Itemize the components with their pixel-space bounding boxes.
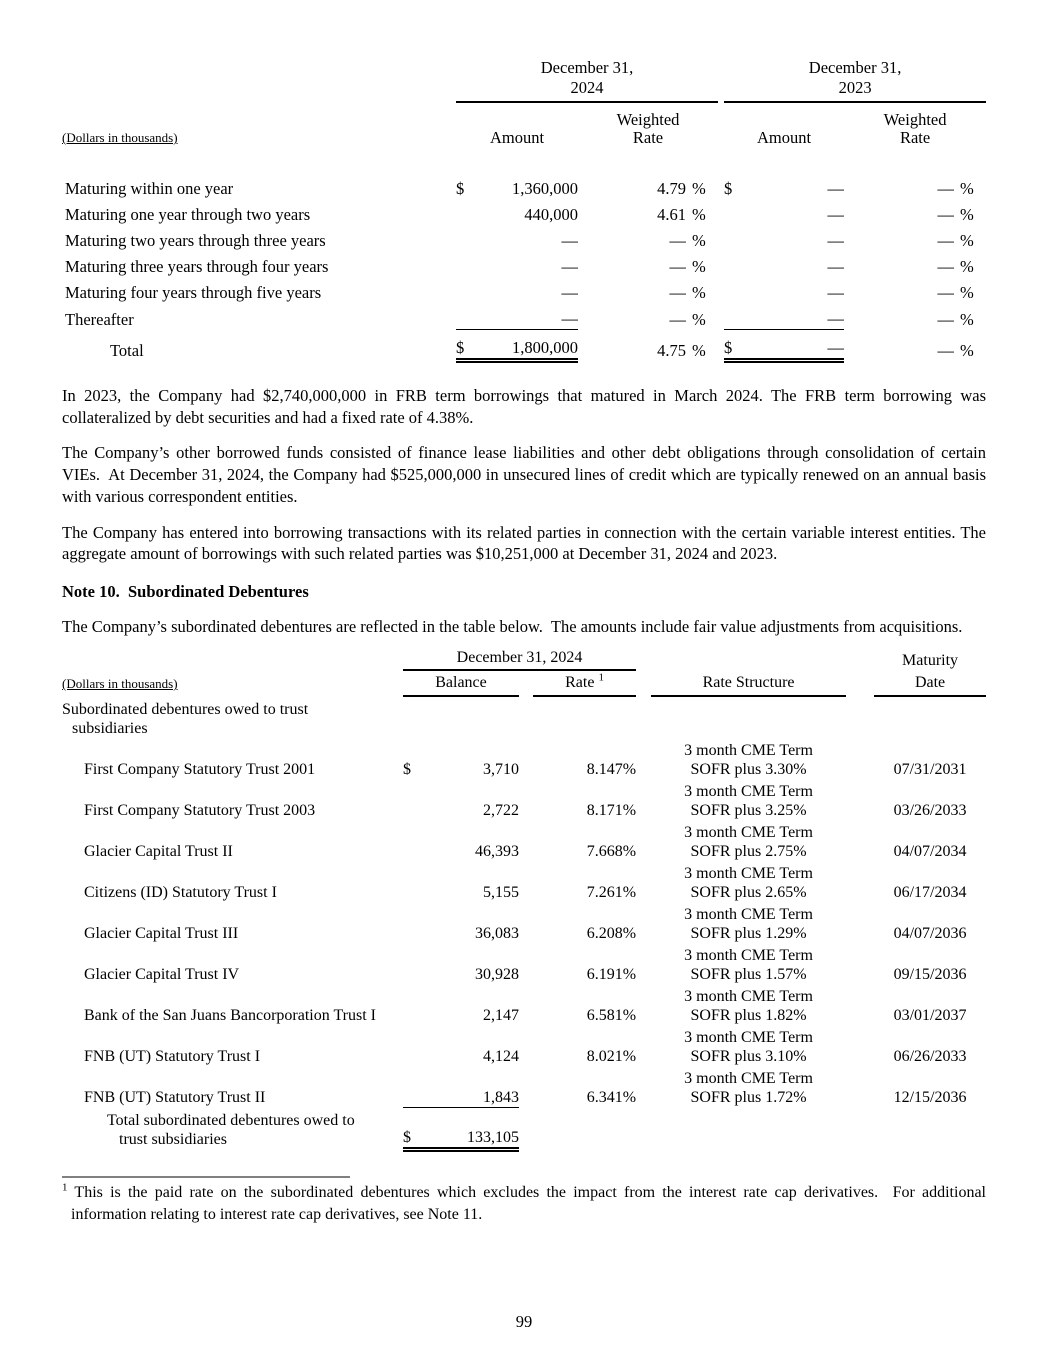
rate-2024: 4.61	[657, 205, 686, 224]
table-row	[62, 903, 986, 944]
table-row	[62, 1067, 986, 1108]
rate-value: 7.668%	[586, 843, 637, 861]
amount-2024: —	[476, 303, 578, 330]
balance-value: 46,393	[475, 843, 519, 861]
table-row-total: Total $ 1,800,000 4.75 % $ — — %	[62, 330, 986, 361]
table-row	[62, 985, 986, 1026]
balance-value: 3,710	[483, 761, 519, 779]
amount-2024: 440,000	[524, 205, 578, 224]
paragraph-subordinated-debentures-intro: The Company’s subordinated debentures are reflected in the table below. The amounts include fair value adjustments from acquisitions.	[62, 616, 963, 636]
page-content	[62, 0, 986, 1225]
trust-name: Glacier Capital Trust IV	[84, 966, 240, 984]
rate-structure: 3 month CME Term SOFR plus 3.10%	[684, 1028, 813, 1066]
maturity-header-line1: Maturity	[902, 651, 959, 669]
total-label: Total subordinated debentures owed to trust subsidiaries	[107, 1111, 355, 1149]
rate-2024: —	[669, 231, 686, 250]
total-dollar-sign-2023: $	[724, 330, 744, 361]
trust-name: FNB (UT) Statutory Trust II	[84, 1089, 266, 1107]
amount-header-2023: Amount	[757, 128, 812, 147]
weighted-rate-header-2024: Weighted Rate	[616, 110, 680, 147]
total-rate-2024: 4.75	[657, 340, 686, 360]
table-row: Maturing two years through three years — — % — — %	[62, 225, 986, 251]
rate-value: 6.581%	[586, 1007, 637, 1025]
rate-value: 8.171%	[586, 802, 637, 820]
balance-value: 1,843	[424, 1067, 519, 1108]
amount-2023: —	[827, 257, 845, 276]
dollars-in-thousands-note: (Dollars in thousands)	[62, 676, 178, 692]
row-label: Maturing within one year	[65, 179, 234, 198]
amount-2024: 1,360,000	[512, 179, 578, 198]
total-amount-2023: —	[744, 330, 844, 361]
table-row: Maturing one year through two years 440,000 4.61 % — — %	[62, 199, 986, 225]
trust-name: Citizens (ID) Statutory Trust I	[84, 884, 277, 902]
rate-2023: —	[937, 309, 955, 329]
maturity-date: 12/15/2036	[893, 1089, 967, 1107]
footnote-reference: 1	[598, 671, 604, 684]
table-row	[62, 862, 986, 903]
amount-2023: —	[744, 303, 844, 330]
rate-2024: —	[669, 283, 686, 302]
rate-2023: —	[937, 231, 955, 250]
balance-value: 4,124	[483, 1048, 519, 1066]
maturity-date: 03/01/2037	[893, 1007, 967, 1025]
trust-name: Bank of the San Juans Bancorporation Trust I	[84, 1007, 376, 1025]
table-row: Maturing four years through five years — — % — — %	[62, 277, 986, 303]
rate-value: 6.191%	[586, 966, 637, 984]
row-label: Maturing four years through five years	[65, 283, 322, 302]
dollars-in-thousands-note: (Dollars in thousands)	[62, 130, 178, 145]
rate-2023: —	[937, 283, 955, 302]
rate-structure: 3 month CME Term SOFR plus 1.82%	[684, 987, 813, 1025]
rate-2024: —	[669, 257, 686, 276]
paragraph-related-parties: The Company has entered into borrowing transactions with its related parties in connection with the certain variable interest entities. The aggregate amount of borrowings with such related parties was $10,251,000 at December 31, 2024 and 2023.	[62, 522, 986, 564]
maturity-date: 06/17/2034	[893, 884, 967, 902]
subordinated-debentures-table	[62, 648, 986, 1153]
trust-name: First Company Statutory Trust 2001	[84, 761, 316, 779]
column-header-row	[62, 102, 986, 149]
rate-structure: 3 month CME Term SOFR plus 3.25%	[684, 782, 813, 820]
rate-2024: —	[669, 309, 686, 329]
total-label: Total	[110, 340, 144, 360]
rate-value: 6.341%	[586, 1089, 637, 1107]
period-header-2024: December 31, 2024	[403, 648, 636, 671]
page-number: 99	[515, 1312, 533, 1331]
column-header-row	[62, 670, 986, 696]
table-row-total	[62, 1108, 986, 1150]
row-label: Maturing one year through two years	[65, 205, 311, 224]
total-rate-2023: —	[937, 340, 955, 360]
rate-2023: —	[937, 205, 955, 224]
percent-sign-2023: %	[960, 179, 974, 198]
period-2023-line1: December 31,	[808, 58, 902, 77]
dollar-sign-2024: $	[456, 179, 465, 198]
maturity-date: 04/07/2034	[893, 843, 967, 861]
rate-structure: 3 month CME Term SOFR plus 1.29%	[684, 905, 813, 943]
table-row: Maturing three years through four years — — % — — %	[62, 251, 986, 277]
period-2023-line2: 2023	[838, 78, 872, 97]
balance-value: 2,722	[483, 802, 519, 820]
paragraph-other-borrowed-funds: The Company’s other borrowed funds consisted of finance lease liabilities and other debt obligations through consolidation of certain VIEs. At December 31, 2024, the Company had $525,000,000 in unsecured lines of credit which are typically renewed on an annual basis with various correspondent entities.	[62, 443, 986, 506]
rate-structure: 3 month CME Term SOFR plus 3.30%	[684, 741, 813, 779]
rate-2023: —	[937, 257, 955, 276]
weighted-rate-header-2023: Weighted Rate	[883, 110, 947, 147]
rate-value: 8.147%	[586, 761, 637, 779]
table-row	[62, 780, 986, 821]
maturity-date: 04/07/2036	[893, 925, 967, 943]
footnote-divider	[62, 1176, 350, 1178]
trust-name: FNB (UT) Statutory Trust I	[84, 1048, 261, 1066]
period-2024-line2: 2024	[570, 78, 604, 97]
rate-structure: 3 month CME Term SOFR plus 1.57%	[684, 946, 813, 984]
rate-value: 6.208%	[586, 925, 637, 943]
maturity-date: 06/26/2033	[893, 1048, 967, 1066]
amount-2023: —	[827, 283, 845, 302]
table-row	[62, 739, 986, 780]
period-header-row	[62, 58, 986, 102]
rate-value: 8.021%	[586, 1048, 637, 1066]
balance-value: 5,155	[483, 884, 519, 902]
table-row	[62, 944, 986, 985]
trust-name: Glacier Capital Trust II	[84, 843, 233, 861]
trust-name: First Company Statutory Trust 2003	[84, 802, 316, 820]
maturity-date: 09/15/2036	[893, 966, 967, 984]
row-label: Thereafter	[65, 309, 134, 329]
balance-header: Balance	[403, 670, 519, 696]
rate-structure: 3 month CME Term SOFR plus 2.75%	[684, 823, 813, 861]
paragraph-frb-borrowings: In 2023, the Company had $2,740,000,000 in FRB term borrowings that matured in March 2024. The FRB term borrowing was collateralized by debt securities and had a fixed rate of 4.38%.	[62, 386, 986, 427]
rate-structure: 3 month CME Term SOFR plus 1.72%	[684, 1069, 813, 1107]
amount-2023: —	[827, 231, 845, 250]
footnote-number: 1	[62, 1181, 68, 1194]
rate-2024: 4.79	[657, 179, 686, 198]
balance-value: 36,083	[475, 925, 519, 943]
group-header-row	[62, 696, 986, 739]
note-10-heading: Note 10. Subordinated Debentures	[62, 581, 309, 601]
amount-2024: —	[561, 283, 578, 302]
maturity-date: 03/26/2033	[893, 802, 967, 820]
amount-2023: —	[827, 205, 845, 224]
table-row	[62, 1026, 986, 1067]
maturity-header-line2: Date	[874, 670, 986, 696]
rate-value: 7.261%	[586, 884, 637, 902]
amount-2023: —	[827, 179, 845, 198]
dollar-sign-2023: $	[724, 179, 733, 198]
balance-value: 2,147	[483, 1007, 519, 1025]
period-2024-line1: December 31,	[540, 58, 634, 77]
total-dollar-sign-2024: $	[456, 330, 476, 361]
period-header-2024	[456, 58, 718, 102]
percent-sign-2024: %	[692, 179, 706, 198]
trust-name: Glacier Capital Trust III	[84, 925, 239, 943]
period-header-2023	[724, 58, 986, 102]
table-row	[62, 821, 986, 862]
amount-2024: —	[561, 231, 578, 250]
rate-structure: 3 month CME Term SOFR plus 2.65%	[684, 864, 813, 902]
row-label: Maturing two years through three years	[65, 231, 326, 250]
amount-header-2024: Amount	[489, 128, 545, 147]
total-amount-2024: 1,800,000	[476, 330, 578, 361]
maturity-date: 07/31/2031	[893, 761, 967, 779]
rate-2023: —	[937, 179, 955, 198]
amount-2024: —	[561, 257, 578, 276]
table-row	[62, 173, 986, 199]
footnote-1	[62, 1182, 986, 1225]
term-borrowings-maturity-table	[62, 58, 986, 363]
rate-structure-header: Rate Structure	[651, 670, 846, 696]
footnote-text: This is the paid rate on the subordinated debentures which excludes the impact from the interest rate cap derivatives. For additional information relating to interest rate cap derivatives, see Note 11.	[71, 1184, 986, 1223]
dollar-sign: $	[403, 761, 411, 779]
total-balance: 133,105	[424, 1108, 519, 1150]
total-dollar-sign: $	[403, 1108, 424, 1150]
table-row-thereafter: Thereafter — — % — — %	[62, 303, 986, 330]
group-label: Subordinated debentures owed to trust subsidiaries	[62, 700, 309, 738]
row-label: Maturing three years through four years	[65, 257, 329, 276]
period-header-row	[62, 648, 986, 671]
rate-header: Rate $^1$	[533, 670, 636, 696]
balance-value: 30,928	[475, 966, 519, 984]
